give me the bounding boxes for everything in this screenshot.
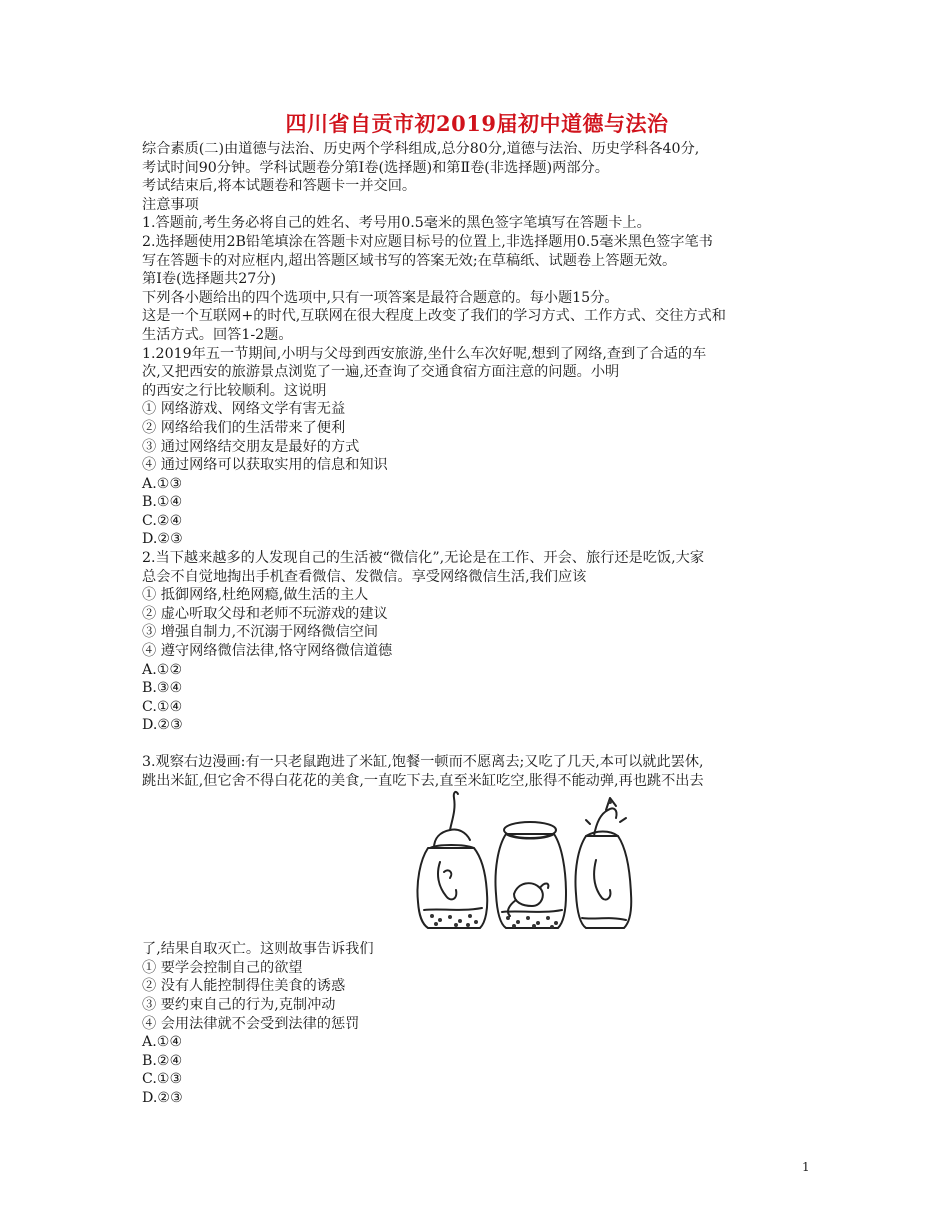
context-line: 这是一个互联网+的时代,互联网在很大程度上改变了我们的学习方式、工作方式、交往方式和 [142,308,726,325]
statement: ③ 增强自制力,不沉溺于网络微信空间 [142,624,379,641]
statement: ③ 通过网络结交朋友是最好的方式 [142,438,360,455]
instruction-line: 下列各小题给出的四个选项中,只有一项答案是最符合题意的。每小题15分。 [142,289,619,306]
spacer [142,735,812,753]
question-1 [142,345,812,550]
statement: ② 虚心听取父母和老师不玩游戏的建议 [142,605,388,622]
notice-item: 1.答题前,考生务必将自己的姓名、考号用0.5毫米的黑色签字笔填写在答题卡上。 [142,215,651,232]
mouse-rice-jar-comic [410,790,635,940]
statement: ④ 遵守网络微信法律,恪守网络微信道德 [142,643,393,660]
answer-option: D.②③ [142,531,183,548]
question-2 [142,549,812,735]
answer-option: C.①④ [142,698,183,715]
answer-option: A.①④ [142,1034,183,1051]
notice-item: 2.选择题使用2B铅笔填涂在答题卡对应题目标号的位置上,非选择题用0.5毫米黑色签字笔书 [142,233,713,250]
answer-option: B.①④ [142,494,183,511]
statement: ④ 通过网络可以获取实用的信息和知识 [142,457,388,474]
notice-item: 写在答题卡的对应框内,超出答题区域书写的答案无效;在草稿纸、试题卷上答题无效。 [142,252,677,269]
answer-option: B.③④ [142,680,183,697]
intro-line: 综合素质(二)由道德与法治、历史两个学科组成,总分80分,道德与法治、历史学科各40分, [142,141,700,157]
answer-option: D.②③ [142,717,183,734]
answer-option: C.①③ [142,1071,183,1088]
context-line: 生活方式。回答1-2题。 [142,326,293,343]
answer-option: C.②④ [142,512,183,529]
question-stem: 1.2019年五一节期间,小明与父母到西安旅游,坐什么车次好呢,想到了网络,查到了合适的车 [142,345,707,362]
intro-line: 考试时间90分钟。学科试题卷分第Ⅰ卷(选择题)和第Ⅱ卷(非选择题)两部分。 [142,159,609,176]
comic-illustration [410,790,635,940]
question-stem: 2.当下越来越多的人发现自己的生活被“微信化”,无论是在工作、开会、旅行还是吃饭,大家 [142,550,705,567]
question-stem: 跳出米缸,但它舍不得白花花的美食,一直吃下去,直至米缸吃空,胀得不能动弹,再也跳不出去 [142,772,704,789]
document-page [142,110,812,1108]
statement: ② 没有人能控制得住美食的诱惑 [142,978,346,995]
question-stem: 次,又把西安的旅游景点浏览了一遍,还查询了交通食宿方面注意的问题。小明 [142,364,620,381]
question-stem: 总会不自觉地掏出手机查看微信、发微信。享受网络微信生活,我们应该 [142,568,587,585]
intro-section [142,140,812,345]
answer-option: A.①③ [142,475,183,492]
notice-heading: 注意事项 [142,196,199,213]
statement: ① 网络游戏、网络文学有害无益 [142,401,346,418]
question-stem: 3.观察右边漫画:有一只老鼠跑进了米缸,饱餐一顿而不愿离去;又吃了几天,本可以就此罢休, [142,754,704,770]
question-stem: 的西安之行比较顺利。这说明 [142,382,327,399]
answer-option: B.②④ [142,1052,183,1069]
answer-option: A.①② [142,661,183,678]
intro-line: 考试结束后,将本试题卷和答题卡一并交回。 [142,178,417,195]
page-number: 1 [802,1160,810,1174]
statement: ④ 会用法律就不会受到法律的惩罚 [142,1015,360,1032]
statement: ③ 要约束自己的行为,克制冲动 [142,996,336,1013]
statement: ① 要学会控制自己的欲望 [142,959,303,976]
question-3 [142,753,812,1108]
page-title: 四川省自贡市初2019届初中道德与法治 [285,111,669,136]
statement: ① 抵御网络,杜绝网瘾,做生活的主人 [142,587,369,604]
question-stem: 了,结果自取灭亡。这则故事告诉我们 [142,941,374,958]
answer-option: D.②③ [142,1089,183,1106]
section-heading: 第Ⅰ卷(选择题共27分) [142,271,277,288]
statement: ② 网络给我们的生活带来了便利 [142,419,346,436]
